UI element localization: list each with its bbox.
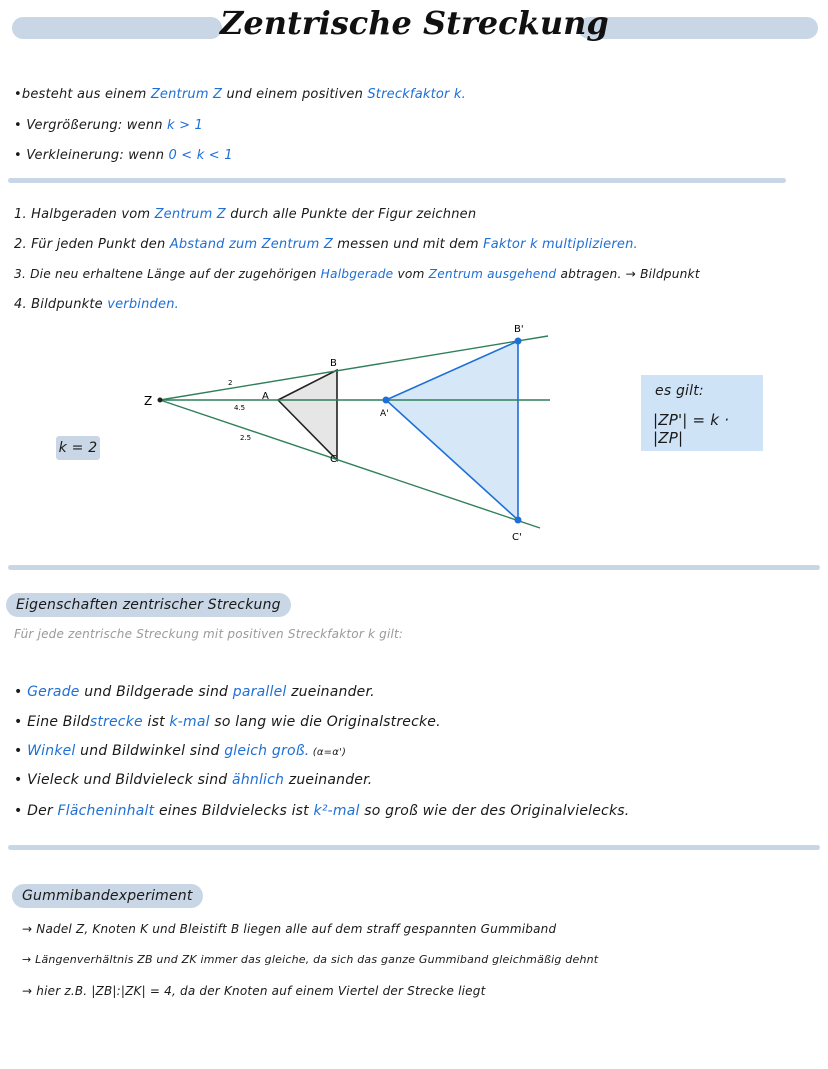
- point-b1: [515, 338, 522, 345]
- intro-line-3: • Verkleinerung: wenn 0 < k < 1: [14, 148, 233, 163]
- formula-equation: |ZP'| = k · |ZP|: [653, 411, 730, 447]
- property-1: • Gerade und Bildgerade sind parallel zueinander.: [14, 684, 375, 700]
- title-bar-right: [578, 17, 818, 39]
- experiment-line-2: → Längenverhältnis ZB und ZK immer das gleiche, da sich das ganze Gummiband gleichmäßig dehnt: [22, 953, 599, 966]
- point-a1: [383, 397, 390, 404]
- intro-line-2: • Vergrößerung: wenn k > 1: [14, 118, 204, 133]
- page-title: Zentrische Streckung: [220, 4, 609, 42]
- step-2: 2. Für jeden Punkt den Abstand zum Zentrum Z messen und mit dem Faktor k multiplizieren.: [14, 237, 638, 252]
- formula-intro: es gilt:: [655, 383, 704, 399]
- formula-box: [641, 375, 763, 451]
- experiment-line-3: → hier z.B. |ZB|:|ZK| = 4, da der Knoten auf einem Viertel der Strecke liegt: [22, 984, 486, 998]
- zentrum-term: Zentrum Z: [150, 87, 223, 102]
- properties-heading: Eigenschaften zentrischer Streckung: [6, 593, 291, 617]
- property-2: • Eine Bildstrecke ist k-mal so lang wie die Originalstrecke.: [14, 714, 441, 730]
- property-5: • Der Flächeninhalt eines Bildvielecks ist k²-mal so groß wie der des Originalvielecks.: [14, 803, 630, 819]
- measure-bottom: 2.5: [240, 434, 252, 442]
- label-z: Z: [144, 394, 153, 408]
- label-b: B: [330, 358, 337, 369]
- divider-3: [8, 845, 820, 850]
- step-3: 3. Die neu erhaltene Länge auf der zugehörigen Halbgerade vom Zentrum ausgehend abtragen. → Bildpunkt: [14, 267, 700, 281]
- intro-line-1: •besteht aus einem Zentrum Z und einem positiven Streckfaktor k.: [14, 87, 466, 102]
- k-value-box: k = 2: [56, 436, 100, 460]
- label-c1: C': [512, 532, 522, 543]
- property-3: • Winkel und Bildwinkel sind gleich groß. (α=α'): [14, 743, 347, 759]
- step-1: 1. Halbgeraden vom Zentrum Z durch alle Punkte der Figur zeichnen: [14, 207, 477, 222]
- point-c1: [515, 517, 522, 524]
- measure-top: 2: [228, 379, 233, 387]
- title-bar-left: [12, 17, 222, 39]
- label-a1: A': [380, 409, 389, 419]
- experiment-line-1: → Nadel Z, Knoten K und Bleistift B liegen alle auf dem straff gespannten Gummiband: [22, 922, 557, 936]
- streckfaktor-term: Streckfaktor k.: [367, 87, 466, 102]
- divider-1: [8, 178, 786, 183]
- label-c: C: [330, 454, 337, 465]
- point-z: [158, 398, 163, 403]
- image-triangle: [386, 341, 518, 520]
- experiment-heading: Gummibandexperiment: [12, 884, 203, 908]
- step-4: 4. Bildpunkte verbinden.: [14, 297, 179, 312]
- label-b1: B': [514, 324, 524, 335]
- original-triangle: [278, 370, 337, 460]
- measure-mid: 4.5: [234, 404, 246, 412]
- properties-subtitle: Für jede zentrische Streckung mit positiven Streckfaktor k gilt:: [14, 627, 404, 641]
- label-a: A: [262, 391, 269, 402]
- property-4: • Vieleck und Bildvieleck sind ähnlich zueinander.: [14, 772, 373, 788]
- divider-2: [8, 565, 820, 570]
